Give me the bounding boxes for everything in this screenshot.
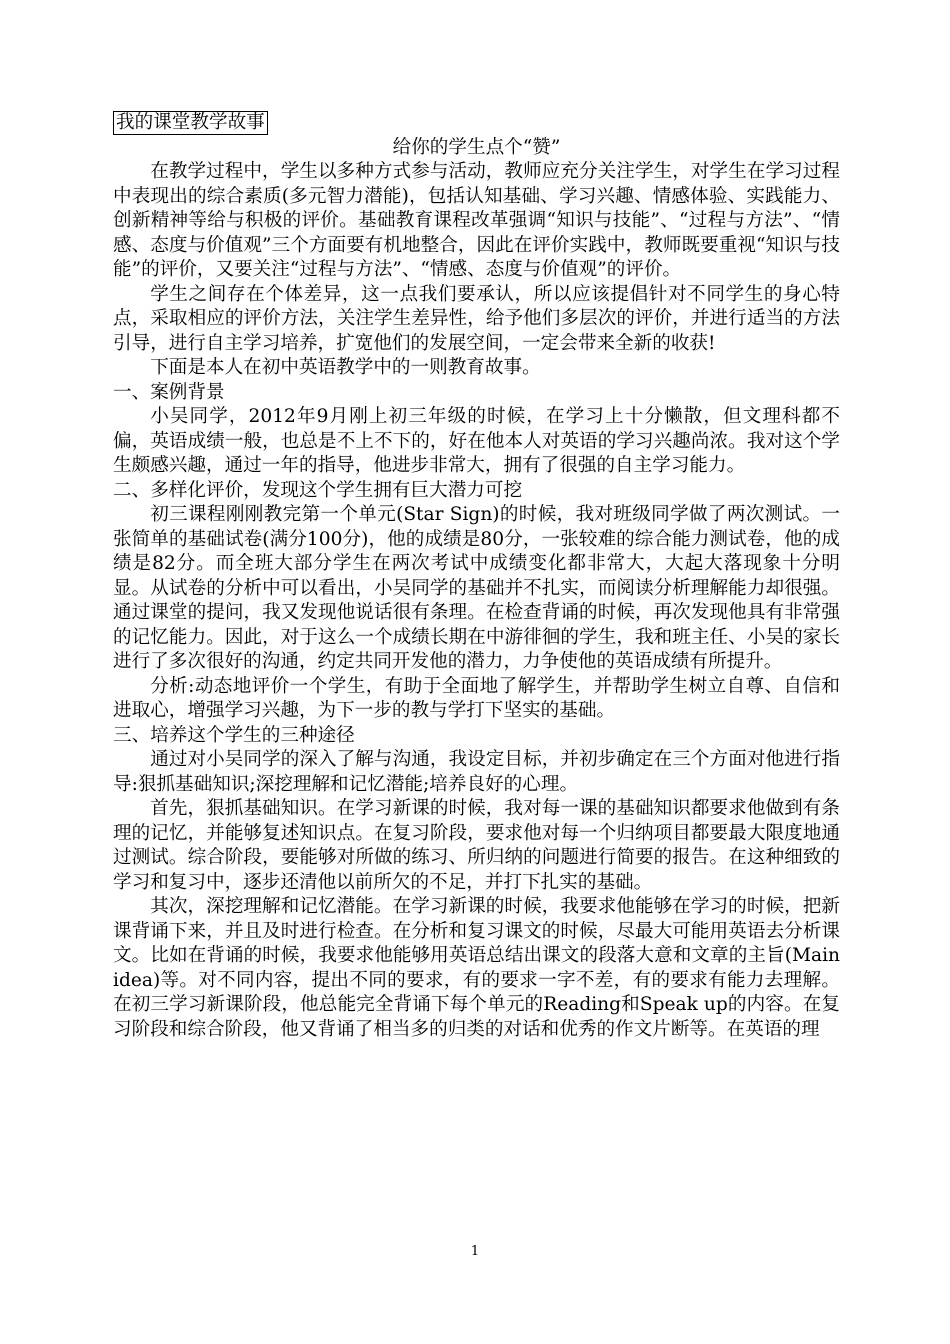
body-paragraph: 学生之间存在个体差异，这一点我们要承认，所以应该提倡针对不同学生的身心特点，采取相应的评价方法，关注学生差异性，给予他们多层次的评价，并进行适当的方法引导，进行自主学习培养，扩宽他们的发展空间，一定会带来全新的收获! (113, 283, 840, 354)
body-paragraph: 分析:动态地评价一个学生，有助于全面地了解学生，并帮助学生树立自尊、自信和进取心，增强学习兴趣，为下一步的教与学打下坚实的基础。 (113, 675, 840, 721)
body-paragraph: 在教学过程中，学生以多种方式参与活动，教师应充分关注学生，对学生在学习过程中表现出的综合素质(多元智力潜能)，包括认知基础、学习兴趣、情感体验、实践能力、创新精神等给与积极的评价。基础教育课程改革强调“知识与技能”、“过程与方法”、“情感、态度与价值观”三个方面要有机地整合，因此在评价实践中，教师既要重视“知识与技能”的评价，又要关注“过程与方法”、“情感、态度与价值观”的评价。 (113, 161, 840, 280)
body-paragraph: 下面是本人在初中英语教学中的一则教育故事。 (150, 357, 541, 378)
section-heading: 三、培养这个学生的三种途径 (113, 724, 355, 746)
body-paragraph: 通过对小吴同学的深入了解与沟通，我设定目标，并初步确定在三个方面对他进行指导:狠抓基础知识;深挖理解和记忆潜能;培养良好的心理。 (113, 749, 840, 795)
paragraph-list (113, 160, 840, 1042)
section-heading: 二、多样化评价，发现这个学生拥有巨大潜力可挖 (113, 479, 523, 501)
section-tag: 我的课堂教学故事 (113, 111, 268, 135)
document-body (113, 111, 840, 1042)
body-paragraph: 首先，狠抓基础知识。在学习新课的时候，我对每一课的基础知识都要求他做到有条理的记忆，并能够复述知识点。在复习阶段，要求他对每一个归纳项目都要最大限度地通过测试。综合阶段，要能够对所做的练习、所归纳的问题进行简要的报告。在这种细致的学习和复习中，逐步还清他以前所欠的不足，并打下扎实的基础。 (113, 798, 840, 893)
section-heading: 一、案例背景 (113, 381, 225, 403)
page-number: 1 (470, 1244, 480, 1259)
body-paragraph: 小吴同学，2012年9月刚上初三年级的时候，在学习上十分懒散，但文理科都不偏，英语成绩一般，也总是不上不下的，好在他本人对英语的学习兴趣尚浓。我对这个学生颇感兴趣，通过一年的指导，他进步非常大，拥有了很强的自主学习能力。 (113, 406, 840, 476)
body-paragraph: 其次，深挖理解和记忆潜能。在学习新课的时候，我要求他能够在学习的时候，把新课背诵下来，并且及时进行检查。在分析和复习课文的时候，尽最大可能用英语去分析课文。比如在背诵的时候，我要求他能够用英语总结出课文的段落大意和文章的主旨(Main idea)等。对不同内容，提出不同的要求，有的要求一字不差，有的要求有能力去理解。在初三学习新课阶段，他总能完全背诵下每个单元的Reading和Speak up的内容。在复习阶段和综合阶段，他又背诵了相当多的归类的对话和优秀的作文片断等。在英语的理 (113, 896, 840, 1040)
article-title: 给你的学生点个“赞” (392, 136, 561, 158)
body-paragraph: 初三课程刚刚教完第一个单元(Star Sign)的时候，我对班级同学做了两次测试。一张简单的基础试卷(满分100分)，他的成绩是80分，一张较难的综合能力测试卷，他的成绩是82分。而全班大部分学生在两次考试中成绩变化都非常大，大起大落现象十分明显。从试卷的分析中可以看出，小吴同学的基础并不扎实，而阅读分析理解能力却很强。通过课堂的提问，我又发现他说话很有条理。在检查背诵的时候，再次发现他具有非常强的记忆能力。因此，对于这么一个成绩长期在中游徘徊的学生，我和班主任、小吴的家长进行了多次很好的沟通，约定共同开发他的潜力，力争使他的英语成绩有所提升。 (113, 504, 840, 672)
